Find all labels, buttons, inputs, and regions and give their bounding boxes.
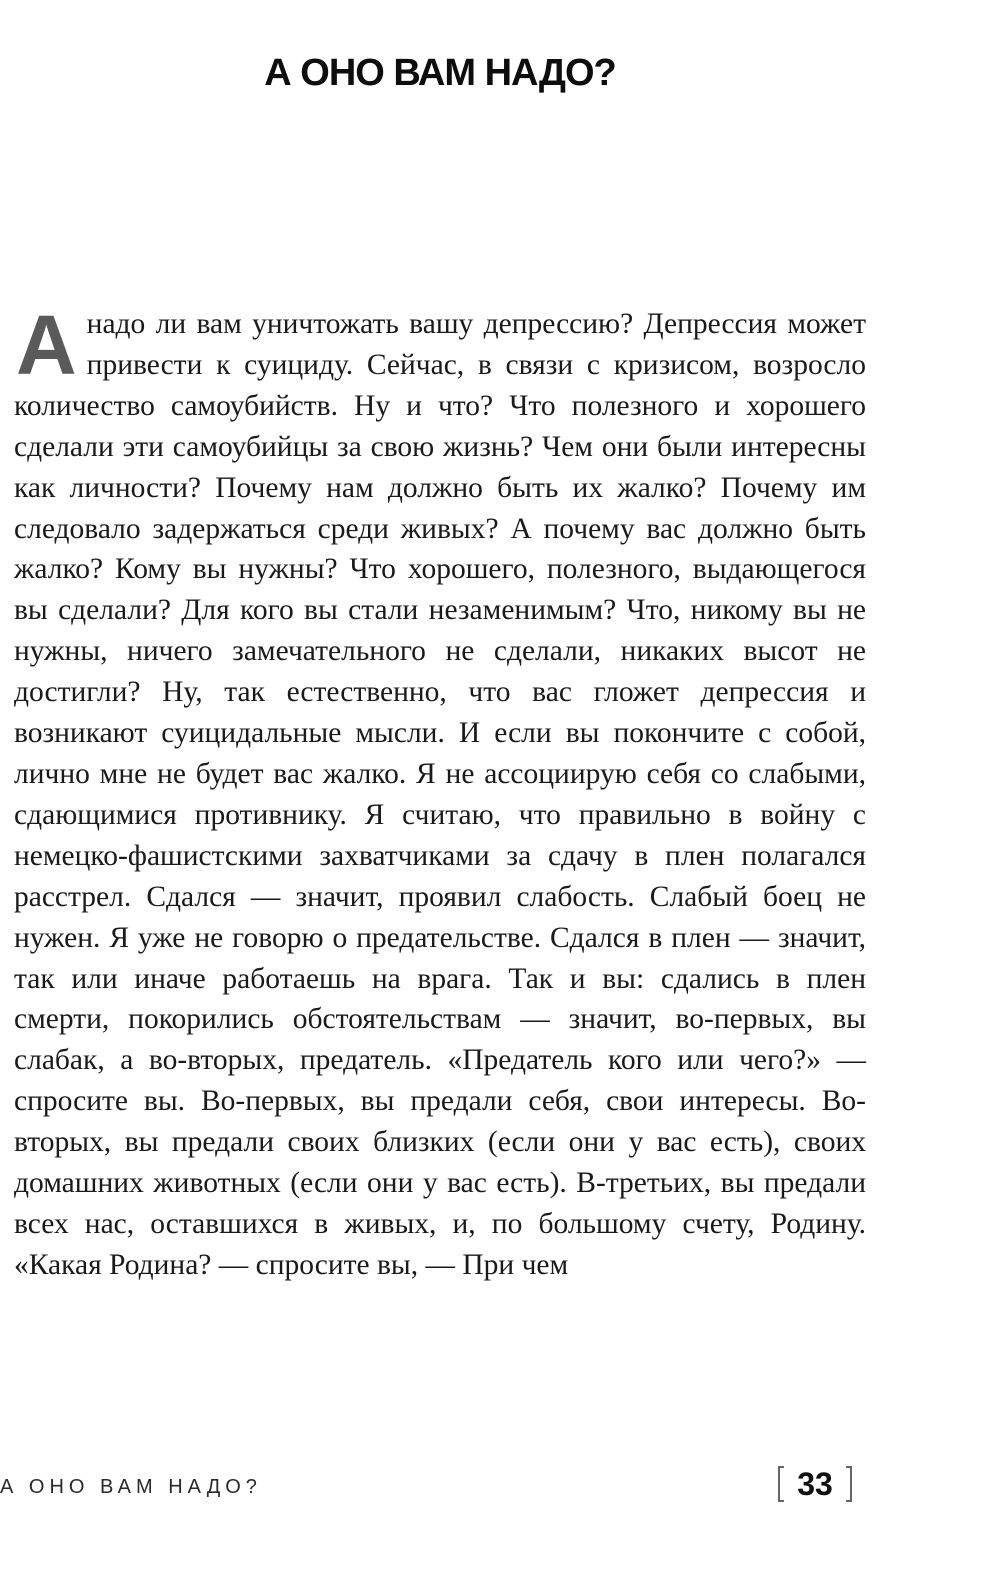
left-bracket-icon bbox=[778, 1466, 784, 1502]
right-bracket-icon bbox=[846, 1466, 852, 1502]
running-footer-title: А ОНО ВАМ НАДО? bbox=[0, 1476, 262, 1498]
chapter-title: А ОНО ВАМ НАДО? bbox=[264, 52, 616, 94]
drop-cap: А bbox=[16, 298, 77, 392]
page-number-box bbox=[778, 1462, 852, 1506]
body-text: надо ли вам уничтожать вашу депрессию? Депрессия может привести к суициду. Сейчас, в связи с кризисом, возросло количество самоубийств. Ну и что? Что полезного и хорошего сделали эти самоубийцы за свою жизнь? Чем они были интересны как личности? Почему нам должно быть их жалко? Почему им следовало задержаться среди живых? А почему вас должно быть жалко? Кому вы нужны? Что хорошего, полезного, выдающегося вы сделали? Для кого вы стали незаменимым? Что, никому вы не нужны, ничего замечательного не сделали, никаких высот не достигли? Ну, так естественно, что вас гложет депрессия и возникают суицидальные мысли. И если вы покончите с собой, лично мне не будет вас жалко. Я не ассоциирую себя со слабыми, сдающимися противнику. Я считаю, что правильно в войну с немецко-фашистскими захватчиками за сдачу в плен полагался расстрел. Сдался — значит, проявил слабость. Слабый боец не нужен. Я уже не говорю о предательстве. Сдался в плен — значит, так или иначе работаешь на врага. Так и вы: сдались в плен смерти, покорились обстоятельствам — значит, во-первых, вы слабак, а во-вторых, предатель. «Предатель кого или чего?» — спросите вы. Во-первых, вы предали себя, свои интересы. Во-вторых, вы предали своих близких (если они у вас есть), своих домашних животных (если они у вас есть). В-третьих, вы предали всех нас, оставшихся в живых, и, по большому счету, Родину. «Какая Родина? — спросите вы, — При чем bbox=[14, 308, 866, 1281]
page-number: 33 bbox=[797, 1466, 833, 1502]
body-paragraph bbox=[14, 298, 866, 1286]
